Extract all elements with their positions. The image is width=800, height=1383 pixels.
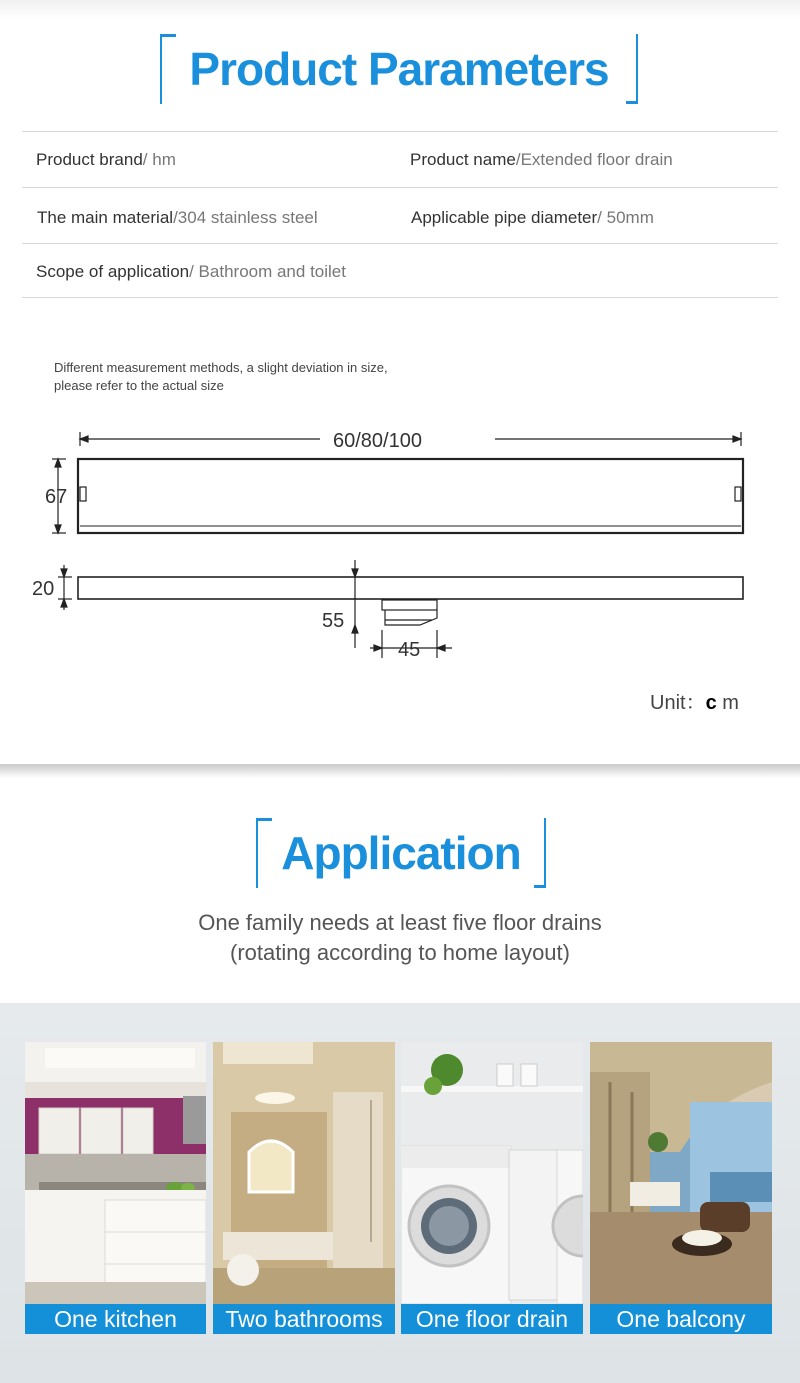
width-label: 67 [45, 486, 68, 508]
param-label: Product name [410, 150, 516, 169]
dimension-drawing [0, 420, 800, 670]
card-bathroom [213, 1042, 395, 1334]
bracket-top-left [256, 818, 272, 888]
note-line: Different measurement methods, a slight deviation in size, [54, 360, 388, 375]
card-laundry [401, 1042, 583, 1334]
application-subtitle-2: (rotating according to home layout) [230, 940, 570, 965]
drain-outlet [382, 600, 437, 610]
param-value: /304 stainless steel [173, 208, 318, 227]
balcony-photo-icon [590, 1042, 772, 1334]
table-row [22, 243, 778, 298]
card-label-kitchen: One kitchen [25, 1304, 206, 1334]
param-scope [36, 244, 346, 299]
drain-side-view [78, 577, 743, 599]
bathroom-photo-icon [213, 1042, 395, 1334]
param-label: Product brand [36, 150, 143, 169]
parameters-title-block [160, 34, 638, 104]
application-subtitle-1: One family needs at least five floor drains [198, 910, 602, 935]
bracket-bottom-right [534, 818, 546, 888]
kitchen-photo-icon [25, 1042, 206, 1334]
unit-prefix: Unit： [650, 692, 706, 714]
param-label: Applicable pipe diameter [411, 208, 598, 227]
laundry-photo-icon [401, 1042, 583, 1334]
drain-top-view [78, 459, 743, 533]
length-label: 60/80/100 [333, 430, 422, 452]
application-title-block [256, 818, 546, 888]
param-value: /Extended floor drain [515, 150, 673, 169]
bracket-top-left [160, 34, 176, 104]
note-line: please refer to the actual size [54, 378, 224, 393]
card-label-bathroom: Two bathrooms [213, 1304, 395, 1334]
card-kitchen [25, 1042, 206, 1334]
unit-bold: c [705, 692, 717, 714]
application-title: Application [281, 827, 521, 879]
param-value: / hm [142, 150, 176, 169]
unit-label [650, 686, 739, 715]
param-pipe-diameter [411, 190, 654, 246]
param-value: / Bathroom and toilet [189, 261, 346, 281]
measurement-note [54, 359, 474, 395]
outlet-label: 45 [398, 639, 421, 661]
card-label-laundry: One floor drain [401, 1304, 583, 1334]
table-row [22, 131, 778, 187]
param-label: Scope of application [36, 261, 190, 281]
depth-label: 55 [322, 610, 345, 632]
height-label: 20 [32, 578, 55, 600]
section-divider [0, 764, 800, 778]
unit-suffix: m [716, 692, 739, 714]
param-brand [36, 132, 176, 188]
bracket-bottom-right [626, 34, 638, 104]
parameters-title: Product Parameters [189, 43, 609, 95]
param-material [37, 190, 318, 246]
param-label: The main material [37, 208, 174, 227]
table-row [22, 187, 778, 243]
card-label-balcony: One balcony [590, 1304, 772, 1334]
param-value: / 50mm [597, 208, 654, 227]
card-balcony [590, 1042, 772, 1334]
param-product-name [410, 132, 673, 188]
parameters-table [22, 131, 778, 298]
